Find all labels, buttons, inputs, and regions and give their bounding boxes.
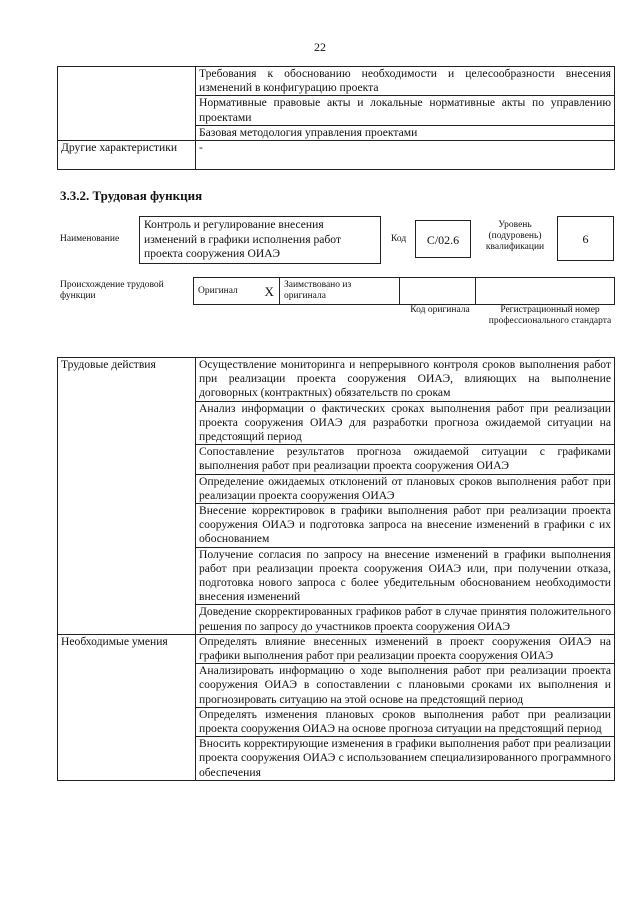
knowledge-item: Нормативные правовые акты и локальные нормативные акты по управлению проектами: [196, 96, 615, 125]
skill-item: Определять влияние внесенных изменений в проект сооружения ОИАЭ на графики выполнения работ при реализации проекта сооружения ОИАЭ: [196, 634, 615, 663]
table-row: [194, 278, 615, 305]
skill-item: Вносить корректирующие изменения в графики выполнения работ при реализации проекта сооружения ОИАЭ с использованием специализированного программного обеспечения: [196, 737, 615, 781]
other-characteristics-value: -: [196, 141, 615, 170]
reg-number-cell: [476, 278, 615, 305]
original-label: Оригинал: [194, 278, 260, 305]
labor-action-item: Внесение корректировок в графики выполнения работ при реализации проекта сооружения ОИАЭ и подготовка запроса на внесение изменений в графики с их обоснованием: [196, 504, 615, 548]
code-original-cell: [400, 278, 476, 305]
labor-action-item: Определение ожидаемых отклонений от плановых сроков выполнения работ при реализации проекта сооружения ОИАЭ: [196, 474, 615, 503]
table-row: [58, 634, 615, 663]
table-row: [58, 67, 615, 96]
code-original-label: Код оригинала: [410, 305, 470, 315]
function-code-value: С/02.6: [415, 220, 471, 258]
origin-label: Происхождение трудовой функции: [60, 280, 164, 301]
function-name-value: Контроль и регулирование внесения изменений в графики исполнения работ проекта сооружения ОИАЭ: [139, 216, 381, 264]
origin-table: [193, 277, 615, 305]
labor-action-item: Осуществление мониторинга и непрерывного контроля сроков выполнения работ при реализации проекта сооружения ОИАЭ, влияющих на выполнение договорных (контрактных) обязательств по срокам: [196, 358, 615, 402]
labor-action-item: Доведение скорректированных графиков работ в случае принятия положительного решения по запросу до участников проекта сооружения ОИАЭ: [196, 605, 615, 634]
qualification-level-value: 6: [557, 216, 614, 261]
qualification-level-label: Уровень (подуровень) квалификации: [485, 220, 545, 252]
other-characteristics-label: Другие характеристики: [58, 141, 196, 170]
original-mark: X: [260, 278, 280, 305]
section-title: 3.3.2. Трудовая функция: [60, 188, 203, 203]
reg-number-label: Регистрационный номер профессионального стандарта: [488, 305, 612, 326]
labor-function-table: [57, 357, 615, 781]
name-label: Наименование: [60, 234, 120, 244]
labor-action-item: Получение согласия по запросу на внесение изменений в графики выполнения работ при реализации проекта сооружения ОИАЭ или, при получении отказа, подготовка нового запроса с более убедительным обоснованием необходимости внесения изменений: [196, 547, 615, 605]
page-number: 22: [314, 40, 326, 54]
required-skills-label: Необходимые умения: [58, 634, 196, 780]
knowledge-item: Требования к обоснованию необходимости и целесообразности внесения изменений в конфигурацию проекта: [196, 67, 615, 96]
table-row: [58, 358, 615, 402]
code-label: Код: [391, 234, 407, 244]
labor-action-item: Сопоставление результатов прогноза ожидаемой ситуации с графиками выполнения работ при реализации проекта сооружения ОИАЭ: [196, 445, 615, 474]
labor-actions-label: Трудовые действия: [58, 358, 196, 635]
skill-item: Определять изменения плановых сроков выполнения работ при реализации проекта сооружения ОИАЭ на основе прогноза ситуации на предстоящий период: [196, 707, 615, 736]
borrowed-label: Заимствовано из оригинала: [280, 278, 400, 305]
skill-item: Анализировать информацию о ходе выполнения работ при реализации проекта сооружения ОИАЭ в сопоставлении с плановыми сроками их выполнения и прогнозировать ситуацию на этой основе на предстоящий период: [196, 664, 615, 708]
labor-action-item: Анализ информации о фактических сроках выполнения работ при реализации проекта сооружения ОИАЭ для разработки прогноза ожидаемой ситуации на предстоящий период: [196, 401, 615, 445]
table-row: [58, 141, 615, 170]
knowledge-continuation-table: [57, 66, 615, 170]
knowledge-item: Базовая методология управления проектами: [196, 125, 615, 140]
row-label-empty: [58, 67, 196, 141]
